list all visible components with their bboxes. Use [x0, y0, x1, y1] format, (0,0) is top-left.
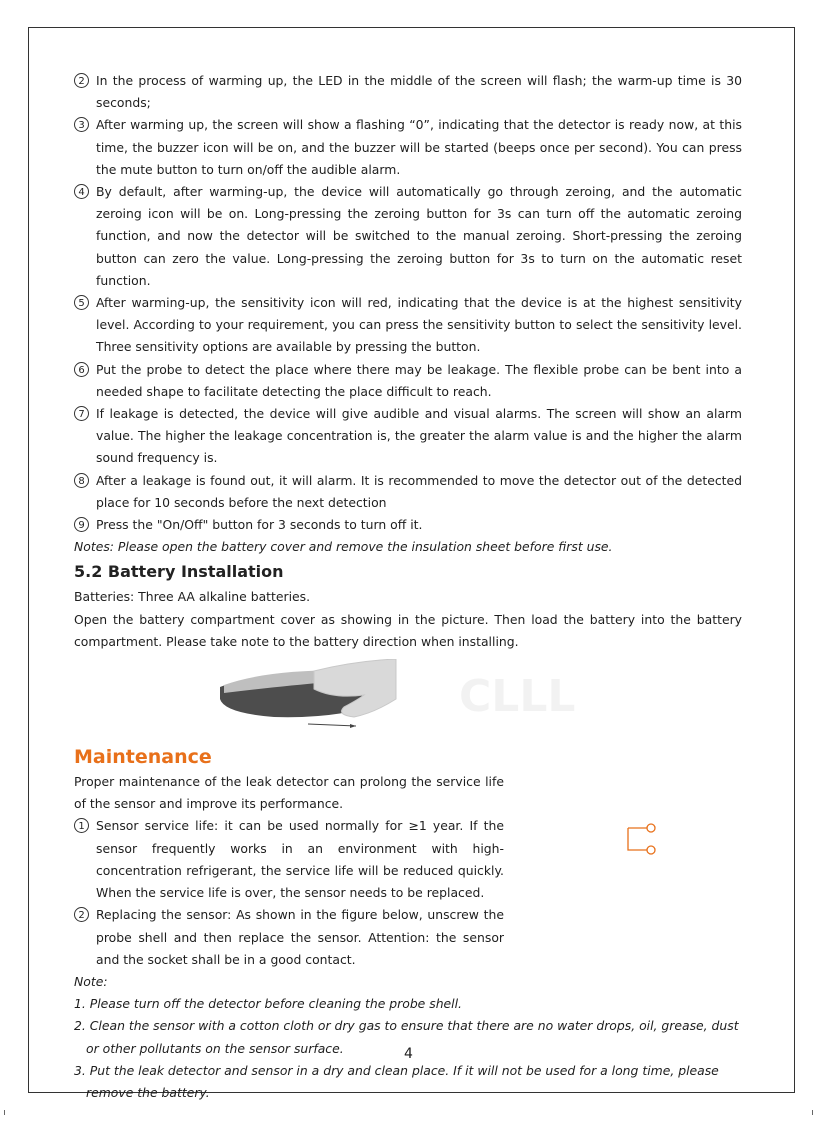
note-title: Note: [74, 973, 108, 989]
step-7 [74, 403, 742, 470]
step-3 [74, 114, 742, 181]
page-content [74, 70, 742, 1104]
maintenance-heading: Maintenance [74, 746, 212, 769]
note-item: 3. Put the leak detector and sensor in a dry and clean place. If it will not be used for a long time, please remove the battery. [74, 1062, 719, 1100]
step-number: 5 [74, 295, 89, 310]
step-text: If leakage is detected, the device will give audible and visual alarms. The screen will show an alarm value. The higher the leakage concentration is, the greater the alarm value is and the higher the alarm sound frequency is. [96, 406, 742, 466]
maintenance-intro: Proper maintenance of the leak detector can prolong the service life of the sensor and improve its performance. [74, 774, 504, 812]
step-number: 9 [74, 517, 89, 532]
battery-figure [74, 659, 742, 739]
sensor-figure [625, 820, 665, 870]
first-use-note: Notes: Please open the battery cover and remove the insulation sheet before first use. [74, 539, 613, 555]
maintenance-item-2 [74, 904, 504, 971]
maintenance-section [74, 771, 504, 971]
note-item: 1. Please turn off the detector before cleaning the probe shell. [74, 996, 462, 1012]
step-number: 3 [74, 117, 89, 132]
step-number: 2 [74, 73, 89, 88]
step-6 [74, 359, 742, 403]
battery-heading: 5.2 Battery Installation [74, 562, 284, 582]
maintenance-item-1 [74, 815, 504, 904]
step-5 [74, 292, 742, 359]
step-number: 7 [74, 406, 89, 421]
item-number: 1 [74, 818, 89, 833]
step-2 [74, 70, 742, 114]
note-item: 2. Clean the sensor with a cotton cloth or dry gas to ensure that there are no water drops, oil, grease, dust or other pollutants on the sensor surface. [74, 1018, 739, 1056]
step-text: In the process of warming up, the LED in the middle of the screen will flash; the warm-up time is 30 seconds; [96, 73, 742, 111]
step-text: Put the probe to detect the place where there may be leakage. The flexible probe can be bent into a needed shape to facilitate detecting the place difficult to reach. [96, 361, 742, 399]
step-number: 6 [74, 362, 89, 377]
step-9 [74, 514, 742, 536]
step-text: After a leakage is found out, it will alarm. It is recommended to move the detector out of the detected place for 10 seconds before the next detection [96, 472, 742, 510]
step-number: 8 [74, 473, 89, 488]
step-text: After warming up, the screen will show a flashing “0”, indicating that the detector is ready now, at this time, the buzzer icon will be on, and the buzzer will be started (beeps once per second). You can press the mute button to turn on/off the audible alarm. [96, 117, 742, 177]
sensor-socket-icon [625, 820, 665, 870]
step-8 [74, 470, 742, 514]
svg-text:CLLL: CLLL [459, 671, 576, 723]
step-number: 4 [74, 184, 89, 199]
crop-mark [4, 1110, 5, 1115]
crop-mark [812, 1110, 813, 1115]
battery-instructions: Open the battery compartment cover as showing in the picture. Then load the battery into the battery compartment. Please take note to the battery direction when installing. [74, 611, 742, 649]
step-text: Press the "On/Off" button for 3 seconds to turn off it. [96, 517, 423, 533]
device-in-hand-illustration [74, 659, 742, 739]
item-text: Sensor service life: it can be used normally for ≥1 year. If the sensor frequently works in an environment with high-concentration refrigerant, the service life will be reduced quickly. When the service life is over, the sensor needs to be replaced. [96, 818, 504, 901]
page-number: 4 [404, 1046, 413, 1062]
step-text: After warming-up, the sensitivity icon will red, indicating that the device is at the highest sensitivity level. According to your requirement, you can press the sensitivity button to select the sensitivity level. Three sensitivity options are available by pressing the button. [96, 295, 742, 355]
item-text: Replacing the sensor: As shown in the figure below, unscrew the probe shell and then replace the sensor. Attention: the sensor and the socket shall be in a good contact. [96, 907, 504, 967]
item-number: 2 [74, 907, 89, 922]
battery-type: Batteries: Three AA alkaline batteries. [74, 589, 311, 605]
step-4 [74, 181, 742, 292]
step-text: By default, after warming-up, the device will automatically go through zeroing, and the automatic zeroing icon will be on. Long-pressing the zeroing button for 3s can turn off the automatic zeroing function, and now the detector will be switched to the manual zeroing. Short-pressing the zeroing button can zero the value. Long-pressing the zeroing button for 3s to turn on the automatic reset function. [96, 184, 742, 288]
